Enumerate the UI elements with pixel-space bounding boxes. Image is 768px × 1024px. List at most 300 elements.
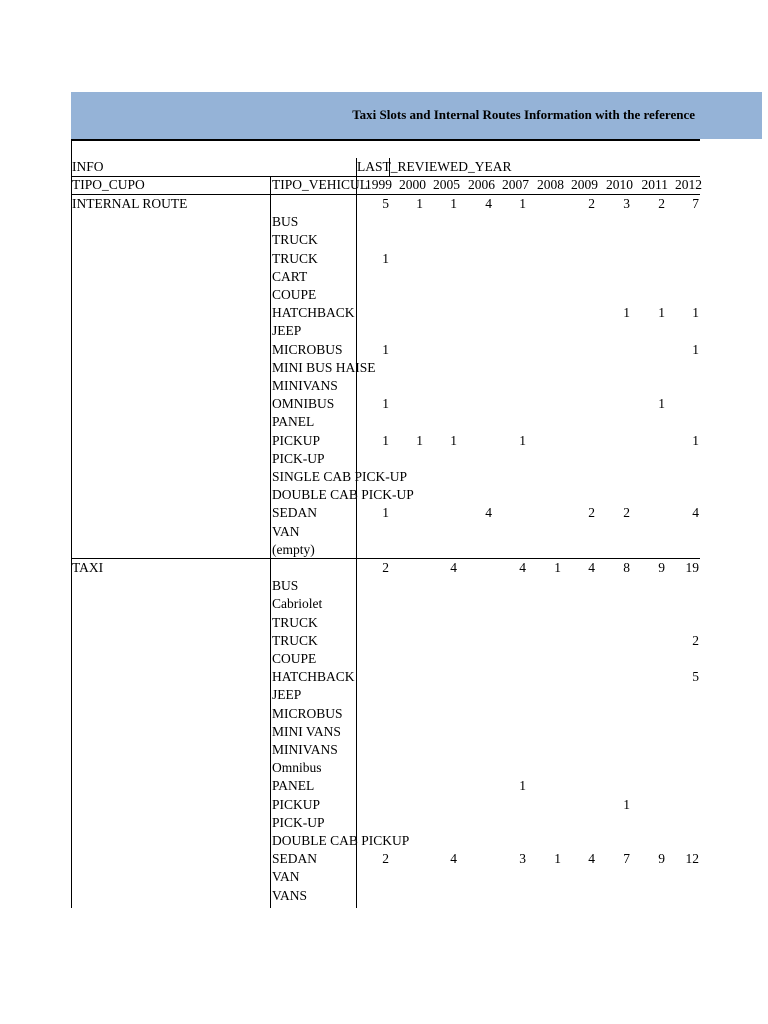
cell-value (571, 213, 595, 231)
group-total-value: 7 (692, 196, 699, 211)
cell-value (571, 432, 595, 450)
vehicle-type-label: MINIVANS (272, 742, 338, 757)
cell-value (537, 413, 561, 431)
cell-value (537, 450, 561, 468)
cell-value (433, 541, 457, 559)
cell-value (537, 541, 561, 559)
cell-value (641, 377, 665, 395)
title-band (71, 92, 762, 139)
cell-value: 1 (382, 396, 389, 411)
cell-value (641, 486, 665, 504)
cell-value (502, 395, 526, 413)
cell-value (399, 887, 423, 905)
cell-value (641, 432, 665, 450)
cell-value: 1 (692, 433, 699, 448)
cell-value (468, 286, 492, 304)
cell-value (365, 832, 389, 850)
cell-value (537, 395, 561, 413)
cell-value (502, 614, 526, 632)
cell-value (571, 541, 595, 559)
cell-value (537, 268, 561, 286)
cell-value (502, 322, 526, 340)
cell-value (433, 723, 457, 741)
cell-value: 1 (519, 433, 526, 448)
cell-value (641, 341, 665, 359)
cell-value (675, 231, 699, 249)
cell-value (399, 850, 423, 868)
cell-value (606, 523, 630, 541)
cell-value (537, 577, 561, 595)
cell-value (468, 468, 492, 486)
cell-value (468, 650, 492, 668)
cell-value (606, 887, 630, 905)
group-total-value (399, 559, 423, 577)
vehicle-type-label: DOUBLE CAB PICK-UP (272, 487, 414, 502)
cell-value (537, 796, 561, 814)
cell-value (606, 777, 630, 795)
cell-value (365, 595, 389, 613)
cell-value (641, 650, 665, 668)
cell-value (675, 486, 699, 504)
cell-value (606, 686, 630, 704)
cell-value (537, 759, 561, 777)
cell-value (468, 832, 492, 850)
cell-value (468, 686, 492, 704)
cell-value (641, 686, 665, 704)
vehicle-type-label: SEDAN (272, 851, 318, 866)
cell-value: 4 (588, 851, 595, 866)
vehicle-type-label: OMNIBUS (272, 396, 335, 411)
cell-value (433, 468, 457, 486)
cell-value (433, 304, 457, 322)
cell-value (641, 614, 665, 632)
vehicle-type-label: HATCHBACK (272, 669, 355, 684)
cell-value (468, 541, 492, 559)
cell-value (641, 632, 665, 650)
cell-value (641, 413, 665, 431)
cell-value (399, 723, 423, 741)
cell-value (675, 359, 699, 377)
cell-value (365, 686, 389, 704)
cell-value (399, 322, 423, 340)
cell-value (537, 705, 561, 723)
cell-value (365, 796, 389, 814)
cell-value (433, 322, 457, 340)
cell-value (399, 686, 423, 704)
cell-value (433, 832, 457, 850)
cell-value (641, 832, 665, 850)
vehicle-type-label: COUPE (272, 651, 317, 666)
cell-value (675, 541, 699, 559)
cell-value (502, 413, 526, 431)
cell-value (571, 523, 595, 541)
cell-value (537, 304, 561, 322)
cell-value (641, 814, 665, 832)
cell-value (641, 668, 665, 686)
vehicle-type-label: JEEP (272, 323, 302, 338)
cell-value (399, 341, 423, 359)
cell-value (433, 686, 457, 704)
cell-value (365, 632, 389, 650)
cell-value (606, 868, 630, 886)
vehicle-type-label: MICROBUS (272, 706, 343, 721)
cell-value (675, 213, 699, 231)
cell-value (537, 686, 561, 704)
cell-value (399, 395, 423, 413)
vehicle-type-label: SEDAN (272, 505, 318, 520)
cell-value (571, 777, 595, 795)
cell-value (502, 650, 526, 668)
group-total-value (468, 559, 492, 577)
cell-value (571, 614, 595, 632)
cell-value (365, 759, 389, 777)
cell-value (502, 468, 526, 486)
column-divider (356, 158, 357, 908)
cell-value (399, 759, 423, 777)
column-divider (71, 139, 72, 908)
cell-value (433, 614, 457, 632)
cell-value (606, 213, 630, 231)
cell-value (433, 377, 457, 395)
cell-value (606, 286, 630, 304)
cell-value (571, 486, 595, 504)
group-total-value: 4 (519, 560, 526, 575)
cell-value (675, 686, 699, 704)
cell-value (537, 286, 561, 304)
cell-value (399, 231, 423, 249)
cell-value (675, 450, 699, 468)
cell-value (606, 614, 630, 632)
cell-value (502, 250, 526, 268)
year-header: 2006 (468, 177, 495, 192)
cell-value (537, 432, 561, 450)
vehicle-type-label: PANEL (272, 414, 315, 429)
cell-value (399, 468, 423, 486)
cell-value (365, 705, 389, 723)
cell-value (641, 523, 665, 541)
cell-value (433, 650, 457, 668)
cell-value (433, 668, 457, 686)
cell-value (641, 250, 665, 268)
cell-value: 1 (519, 778, 526, 793)
cell-value (365, 377, 389, 395)
cell-value: 1 (623, 305, 630, 320)
cell-value (537, 832, 561, 850)
vehicle-type-label: MINIVANS (272, 378, 338, 393)
cell-value (571, 231, 595, 249)
vehicle-type-label: TRUCK (272, 615, 318, 630)
cell-value (537, 250, 561, 268)
cell-value (502, 723, 526, 741)
cell-value (502, 504, 526, 522)
cell-value (365, 523, 389, 541)
cell-value (571, 268, 595, 286)
cell-value (606, 359, 630, 377)
group-total-value: 9 (658, 560, 665, 575)
cell-value (571, 395, 595, 413)
cell-value (606, 450, 630, 468)
cell-value (468, 413, 492, 431)
cell-value (399, 541, 423, 559)
cell-value (468, 322, 492, 340)
cell-value (433, 796, 457, 814)
cell-value (399, 595, 423, 613)
cell-value (641, 213, 665, 231)
cell-value (675, 777, 699, 795)
cell-value (571, 814, 595, 832)
cell-value (468, 777, 492, 795)
cell-value (433, 341, 457, 359)
cell-value (606, 341, 630, 359)
cell-value (675, 759, 699, 777)
vehicle-type-label: PICKUP (272, 797, 321, 812)
cell-value (399, 705, 423, 723)
cell-value (675, 322, 699, 340)
cell-value (537, 341, 561, 359)
cell-value (468, 668, 492, 686)
cell-value (606, 759, 630, 777)
cell-value: 3 (519, 851, 526, 866)
cell-value (433, 395, 457, 413)
cell-value (399, 286, 423, 304)
cell-value: 2 (588, 505, 595, 520)
cell-value (606, 723, 630, 741)
cell-value (606, 413, 630, 431)
cell-value (502, 450, 526, 468)
cell-value (641, 705, 665, 723)
cell-value (365, 887, 389, 905)
group-total-value: 4 (450, 560, 457, 575)
cell-value (641, 868, 665, 886)
cell-value (537, 741, 561, 759)
tipo-cupo-group: TAXI (72, 560, 104, 575)
cell-value (606, 377, 630, 395)
cell-value (537, 213, 561, 231)
cell-value (433, 268, 457, 286)
cell-value (365, 723, 389, 741)
cell-value (502, 887, 526, 905)
cell-value (641, 595, 665, 613)
cell-value (537, 887, 561, 905)
cell-value (641, 231, 665, 249)
cell-value (571, 686, 595, 704)
cell-value (365, 814, 389, 832)
group-total-value: 1 (450, 196, 457, 211)
cell-value: 4 (692, 505, 699, 520)
cell-value (468, 359, 492, 377)
cell-value (433, 868, 457, 886)
vehicle-type-label: VANS (272, 888, 308, 903)
cell-value: 12 (685, 851, 699, 866)
cell-value (641, 322, 665, 340)
cell-value (399, 796, 423, 814)
cell-value (571, 577, 595, 595)
vehicle-type-label: CART (272, 269, 308, 284)
cell-value (571, 759, 595, 777)
vehicle-type-label: HATCHBACK (272, 305, 355, 320)
cell-value (399, 577, 423, 595)
cell-value (433, 741, 457, 759)
year-header: 1999 (365, 177, 392, 192)
cell-value: 1 (416, 433, 423, 448)
year-header: 2009 (571, 177, 598, 192)
cell-value (537, 650, 561, 668)
cell-value (433, 486, 457, 504)
info-header: INFO (72, 159, 104, 174)
row-divider (71, 139, 700, 141)
group-total-value: 3 (623, 196, 630, 211)
vehicle-type-label: TRUCK (272, 251, 318, 266)
tipo-cupo-group: INTERNAL ROUTE (72, 196, 188, 211)
cell-value (433, 359, 457, 377)
cell-value (433, 250, 457, 268)
cell-value (537, 868, 561, 886)
cell-value (641, 887, 665, 905)
cell-value (502, 486, 526, 504)
cell-value (571, 286, 595, 304)
cell-value (502, 523, 526, 541)
cell-value (675, 814, 699, 832)
cell-value (606, 468, 630, 486)
last-reviewed-year-header: LAST_REVIEWED_YEAR (357, 159, 512, 174)
cell-value (468, 741, 492, 759)
cell-value (365, 650, 389, 668)
cell-value (675, 741, 699, 759)
cell-value (537, 595, 561, 613)
cell-value (365, 868, 389, 886)
cell-value: 1 (382, 433, 389, 448)
cell-value (641, 286, 665, 304)
cell-value (468, 231, 492, 249)
cell-value (502, 668, 526, 686)
cell-value (468, 377, 492, 395)
cell-value (399, 377, 423, 395)
vehicle-type-label: BUS (272, 578, 299, 593)
cell-value (399, 504, 423, 522)
year-header: 2000 (399, 177, 426, 192)
cell-value (468, 868, 492, 886)
cell-value (399, 304, 423, 322)
cell-value (537, 523, 561, 541)
cell-value (433, 814, 457, 832)
cell-value: 1 (450, 433, 457, 448)
cell-value (468, 705, 492, 723)
cell-value (571, 705, 595, 723)
cell-value (365, 450, 389, 468)
cell-value (365, 486, 389, 504)
cell-value: 1 (382, 342, 389, 357)
cell-value (537, 614, 561, 632)
cell-value (641, 741, 665, 759)
cell-value (468, 595, 492, 613)
group-total-value: 4 (485, 196, 492, 211)
vehicle-type-label: VAN (272, 869, 300, 884)
cell-value (606, 250, 630, 268)
cell-value (641, 359, 665, 377)
cell-value (571, 468, 595, 486)
cell-value (675, 796, 699, 814)
cell-value (641, 450, 665, 468)
cell-value (365, 213, 389, 231)
cell-value (502, 304, 526, 322)
vehicle-type-label: Cabriolet (272, 596, 323, 611)
cell-value (399, 213, 423, 231)
cell-value (675, 723, 699, 741)
cell-value: 1 (382, 505, 389, 520)
cell-value (571, 359, 595, 377)
cell-value: 1 (692, 305, 699, 320)
cell-value (433, 595, 457, 613)
cell-value (675, 268, 699, 286)
cell-value (502, 796, 526, 814)
cell-value (641, 268, 665, 286)
cell-value (606, 650, 630, 668)
cell-value (433, 577, 457, 595)
column-divider (270, 176, 271, 908)
cell-value (606, 541, 630, 559)
cell-value (606, 486, 630, 504)
cell-value (399, 413, 423, 431)
cell-value (571, 304, 595, 322)
cell-value (675, 468, 699, 486)
cell-value (365, 286, 389, 304)
cell-value (537, 486, 561, 504)
cell-value (675, 523, 699, 541)
cell-value (502, 741, 526, 759)
cell-value (433, 413, 457, 431)
cell-value (537, 668, 561, 686)
cell-value (502, 705, 526, 723)
cell-value (571, 668, 595, 686)
cell-value (502, 759, 526, 777)
group-total-value: 4 (588, 560, 595, 575)
group-total-value: 8 (623, 560, 630, 575)
tipo-cupo-header: TIPO_CUPO (72, 177, 145, 192)
cell-value (468, 614, 492, 632)
tipo-vehicul-header: TIPO_VEHICUL (272, 177, 368, 192)
cell-value (365, 741, 389, 759)
cell-value (675, 395, 699, 413)
cell-value (365, 668, 389, 686)
group-total-value: 2 (658, 196, 665, 211)
cell-value (365, 541, 389, 559)
column-divider (389, 158, 390, 176)
cell-value (537, 231, 561, 249)
cell-value (399, 650, 423, 668)
cell-value (433, 213, 457, 231)
cell-value (468, 450, 492, 468)
cell-value (468, 268, 492, 286)
cell-value (606, 231, 630, 249)
cell-value (641, 468, 665, 486)
cell-value (468, 341, 492, 359)
cell-value (399, 486, 423, 504)
cell-value (502, 541, 526, 559)
cell-value (502, 632, 526, 650)
cell-value (468, 213, 492, 231)
cell-value (468, 395, 492, 413)
year-header: 2011 (641, 177, 668, 192)
cell-value (502, 814, 526, 832)
cell-value: 1 (692, 342, 699, 357)
cell-value (365, 268, 389, 286)
cell-value (399, 268, 423, 286)
vehicle-type-label: VAN (272, 524, 300, 539)
cell-value (433, 231, 457, 249)
cell-value (365, 322, 389, 340)
cell-value (571, 413, 595, 431)
cell-value (502, 868, 526, 886)
